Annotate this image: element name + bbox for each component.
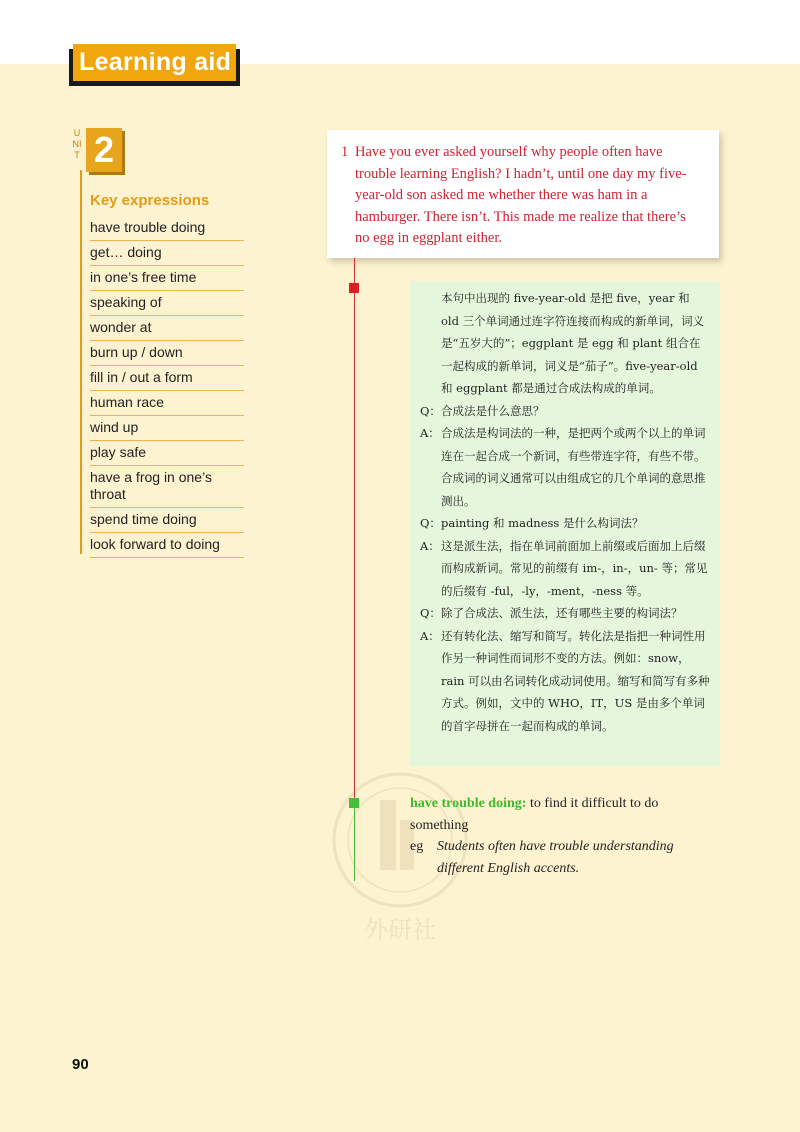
qa-text: painting 和 madness 是什么构词法？ xyxy=(441,516,644,530)
section-title: Learning aid xyxy=(73,44,236,81)
key-expressions-list xyxy=(90,216,244,558)
qa-row xyxy=(420,535,710,603)
grammar-note-box xyxy=(410,281,720,766)
example-label: eg xyxy=(410,839,424,854)
list-item: in one’s free time xyxy=(90,266,244,291)
list-item: wonder at xyxy=(90,316,244,341)
note-marker-red xyxy=(349,283,359,293)
list-item: burn up / down xyxy=(90,341,244,366)
key-expressions-heading: Key expressions xyxy=(90,192,210,209)
note-intro: 本句中出现的 five-year-old 是把 five，year 和 old 三个单词通过连字符连接而构成的新单词，词义是“五岁大的”；eggplant 是 egg 和 plant 组合在一起构成的新单词，词义是“茄子”。five-year-old 和 eggplant 都是通过合成法构成的单词。 xyxy=(441,291,705,395)
qa-label: A： xyxy=(420,628,440,643)
list-item: fill in / out a form xyxy=(90,366,244,391)
question-text: Have you ever asked yourself why people often have trouble learning English? I hadn’t, until one day my five-year-old son asked me whether there was ham in a hamburger. There isn’t. This made me realize that there’s no egg in eggplant either. xyxy=(355,144,687,246)
qa-label: A： xyxy=(420,426,440,440)
list-item: spend time doing xyxy=(90,508,244,533)
term-headword: have trouble doing: xyxy=(410,796,527,811)
unit-number-badge: 2 xyxy=(86,128,122,172)
list-item: speaking of xyxy=(90,291,244,316)
watermark-text: 外研社 xyxy=(364,916,436,944)
qa-label: Q： xyxy=(420,403,441,418)
unit-label: UNIT xyxy=(72,128,82,160)
question-box xyxy=(327,130,719,258)
qa-text: 除了合成法、派生法，还有哪些主要的构词法？ xyxy=(441,606,683,620)
qa-row xyxy=(420,625,710,738)
connector-line-red xyxy=(354,258,355,803)
list-item: have trouble doing xyxy=(90,216,244,241)
qa-row xyxy=(420,400,710,423)
qa-text: 还有转化法、缩写和简写。转化法是指把一种词性用作另一种词性而词形不变的方法。例如：snow，rain 可以由名词转化成动词使用。缩写和简写有多种方式。例如，文中的 WHO，IT，US 是由多个单词的首字母拼在一起而构成的单词。 xyxy=(441,628,710,733)
page-number: 90 xyxy=(72,1056,89,1073)
unit-label-vertical xyxy=(72,128,82,161)
example-sentence: Students often have trouble understanding different English accents. xyxy=(437,839,674,876)
qa-row xyxy=(420,602,710,625)
qa-text: 合成法是构词法的一种，是把两个或两个以上的单词连在一起合成一个新词，有些带连字符，有些不带。合成词的词义通常可以由组成它的几个单词的意思推测出。 xyxy=(441,426,706,508)
qa-text: 合成法是什么意思？ xyxy=(441,403,545,418)
qa-label: Q： xyxy=(420,516,441,530)
term-definition-line xyxy=(410,793,710,836)
term-example-row xyxy=(410,836,710,879)
list-item: have a frog in one’s throat xyxy=(90,466,244,508)
qa-row xyxy=(420,512,710,535)
term-entry xyxy=(410,793,710,879)
term-definition: to find it difficult to do something xyxy=(410,796,659,833)
list-item: wind up xyxy=(90,416,244,441)
list-item: human race xyxy=(90,391,244,416)
list-item: play safe xyxy=(90,441,244,466)
qa-label: A： xyxy=(420,538,440,553)
qa-row xyxy=(420,422,710,512)
list-item: get… doing xyxy=(90,241,244,266)
qa-text: 这是派生法，指在单词前面加上前缀或后面加上后缀而构成新词。常见的前缀有 im-，in-，un- 等；常见的后缀有 -ful，-ly，-ment，-ness 等。 xyxy=(441,538,708,598)
qa-label: Q： xyxy=(420,606,441,620)
list-item: look forward to doing xyxy=(90,533,244,558)
sidebar-rule xyxy=(80,170,82,554)
question-number: 1 xyxy=(341,144,349,160)
seal-tower xyxy=(380,800,396,870)
